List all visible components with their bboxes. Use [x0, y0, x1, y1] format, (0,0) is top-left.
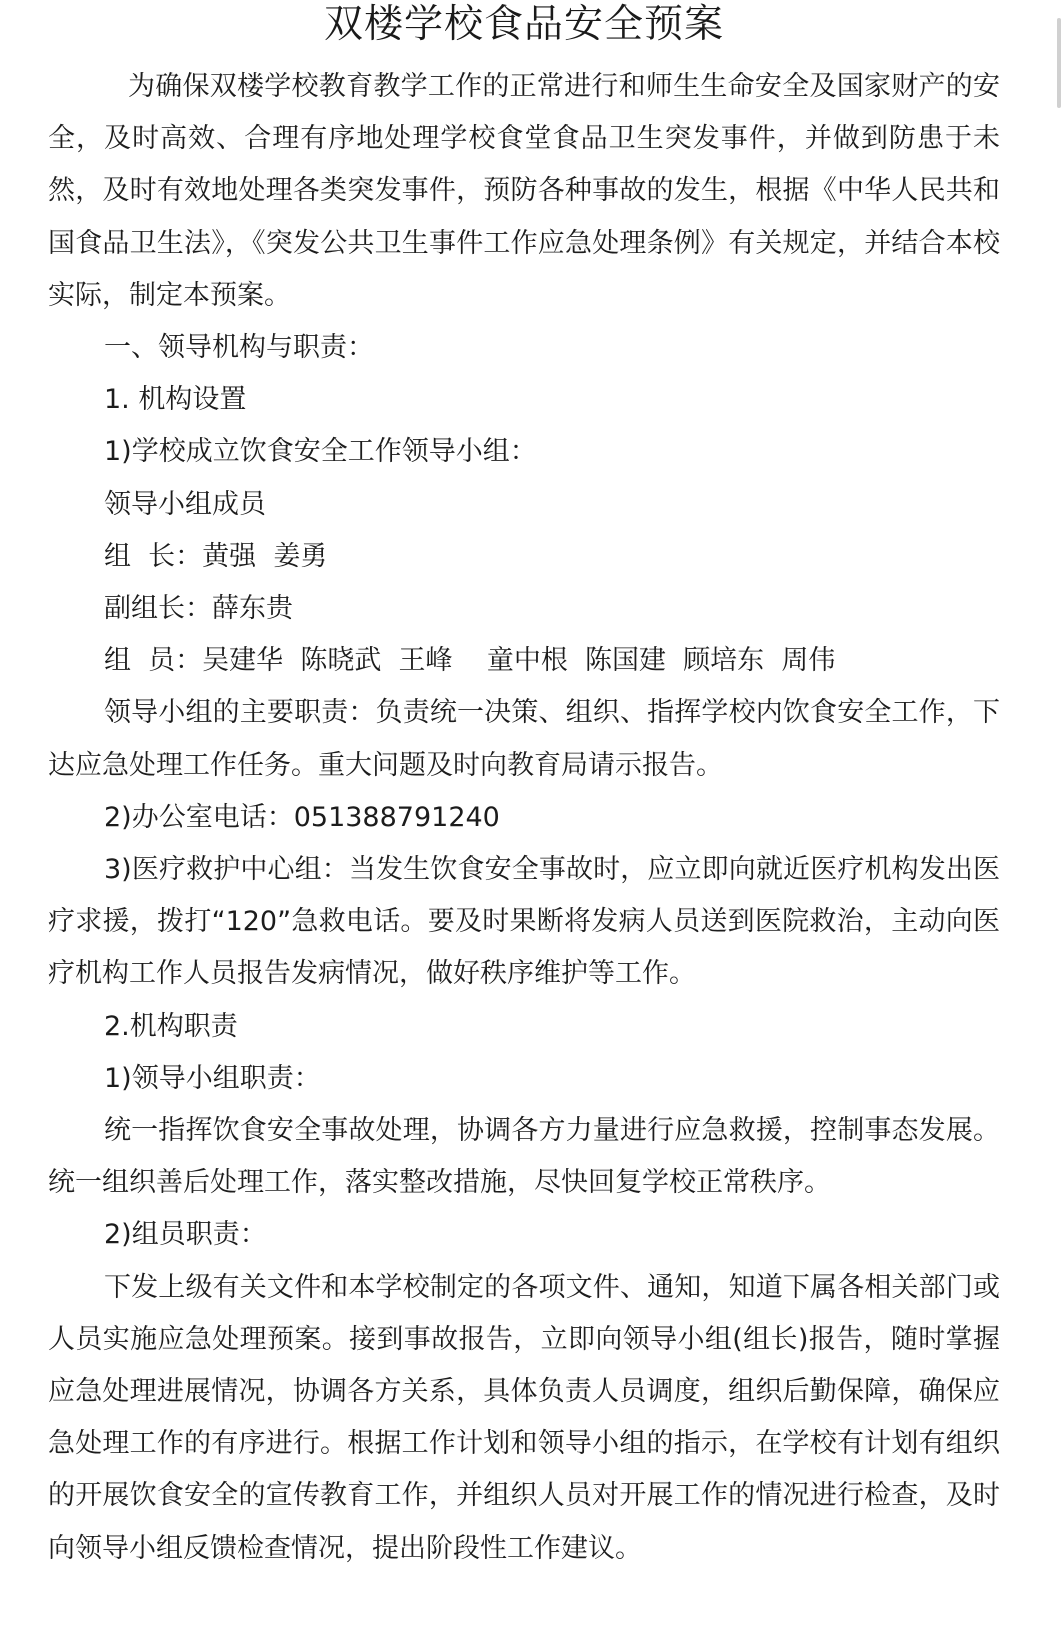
paragraph-leader-duties: 统一指挥饮食安全事故处理，协调各方力量进行应急救援，控制事态发展。统一组织善后处理工作，落实整改措施，尽快回复学校正常秩序。 [48, 1115, 1000, 1199]
paragraph-member-duties: 下发上级有关文件和本学校制定的各项文件、通知，知道下属各相关部门或人员实施应急处理预案。接到事故报告，立即向领导小组(组长)报告，随时掌握应急处理进展情况，协调各方关系，具体负责人员调度，组织后勤保障，确保应急处理工作的有序进行。根据工作计划和领导小组的指示，在学校有计划有组织的开展饮食安全的宣传教育工作，并组织人员对开展工作的情况进行检查，及时向领导小组反馈检查情况，提出阶段性工作建议。 [48, 1271, 1000, 1564]
paragraph-medical-center: 3)医疗救护中心组：当发生饮食安全事故时，应立即向就近医疗机构发出医疗求援，拨打“120”急救电话。要及时果断将发病人员送到医院救治，主动向医疗机构工作人员报告发病情况，做好秩序维护等工作。 [48, 854, 1000, 990]
document-body [48, 61, 1000, 1575]
paragraph-group-established: 1)学校成立饮食安全工作领导小组： [104, 436, 537, 468]
scrollbar-thumb[interactable] [1057, 18, 1061, 108]
paragraph-leader: 组 长：黄强 姜勇 [104, 540, 328, 572]
scrollbar[interactable] [1050, 0, 1064, 140]
heading-leader-duties: 1)领导小组职责： [104, 1062, 321, 1094]
paragraph-group-duties: 领导小组的主要职责：负责统一决策、组织、指挥学校内饮食安全工作，下达应急处理工作任务。重大问题及时向教育局请示报告。 [48, 697, 1000, 781]
heading-leadership: 一、领导机构与职责： [104, 332, 374, 364]
paragraph-deputy-leader: 副组长：薛东贵 [104, 593, 293, 625]
document-title: 双楼学校食品安全预案 [323, 2, 724, 47]
paragraph-intro: 为确保双楼学校教育教学工作的正常进行和师生生命安全及国家财产的安全，及时高效、合理有序地处理学校食堂食品卫生突发事件，并做到防患于未然，及时有效地处理各类突发事件，预防各种事故的发生，根据《中华人民共和国食品卫生法》，《突发公共卫生事件工作应急处理条例》有关规定，并结合本校实际，制定本预案。 [48, 71, 1000, 311]
paragraph-office-phone: 2)办公室电话：051388791240 [104, 801, 500, 833]
heading-member-duties: 2)组员职责： [104, 1219, 267, 1251]
paragraph-group-members-heading: 领导小组成员 [104, 488, 266, 520]
heading-org-duties: 2.机构职责 [104, 1010, 238, 1042]
paragraph-members: 组 员：吴建华 陈晓武 王峰 童中根 陈国建 顾培东 周伟 [104, 645, 836, 677]
heading-org-setup: 1. 机构设置 [104, 384, 247, 416]
